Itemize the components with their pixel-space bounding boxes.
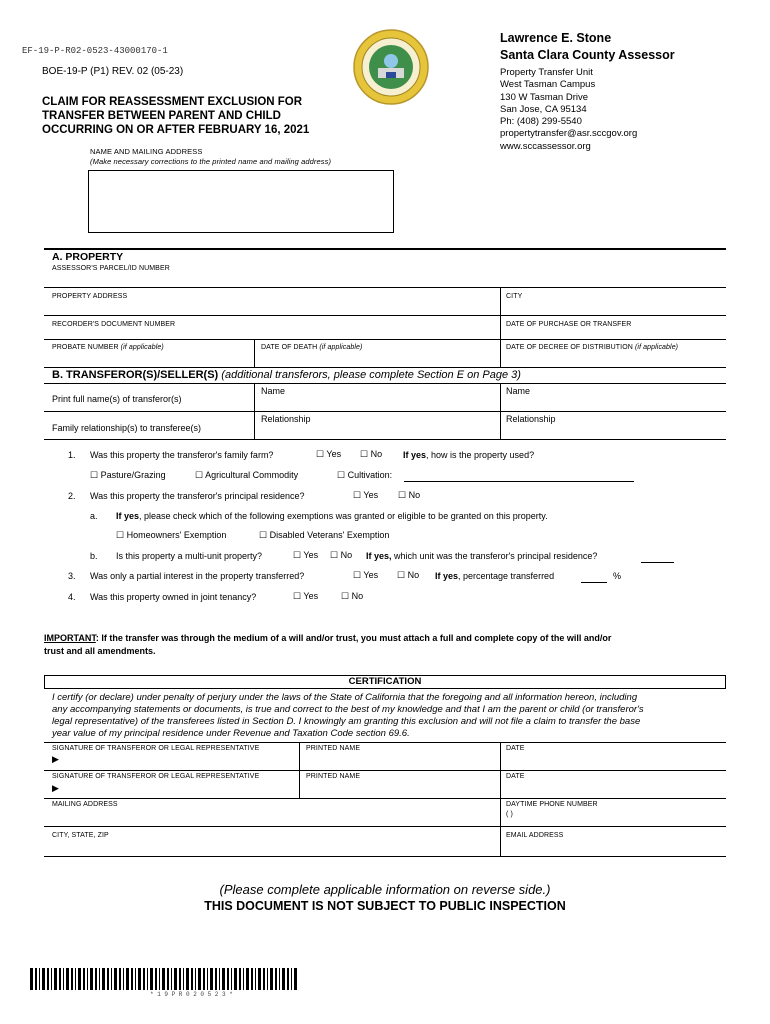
- barcode-bar: [191, 968, 193, 990]
- q1-ifyes: If yes, how is the property used?: [403, 450, 535, 460]
- cert-line: legal representative) of the transferees listed in Section D. I knowingly am granting this exclusion and will not file a claim to transfer the base: [52, 716, 641, 727]
- q1-number: 1.: [68, 450, 76, 460]
- barcode-bar: [234, 968, 237, 990]
- date2-label: DATE: [506, 773, 525, 780]
- barcode-bar: [294, 968, 297, 990]
- city-label: CITY: [506, 293, 523, 300]
- barcode-text: * 1 9 P R 0 2 0 5 2 3 *: [150, 991, 233, 998]
- barcode-bar: [171, 968, 172, 990]
- homeowners-checkbox[interactable]: ☐ Homeowners' Exemption: [116, 530, 227, 540]
- barcode-bar: [87, 968, 88, 990]
- arrow-icon: ▶: [52, 754, 59, 764]
- mailing-note: (Make necessary corrections to the printed name and mailing address): [90, 157, 332, 166]
- barcode-bar: [267, 968, 268, 990]
- date-death-label: DATE OF DEATH (if applicable): [261, 344, 363, 351]
- barcode-bar: [246, 968, 249, 990]
- barcode-bar: [39, 968, 40, 990]
- barcode-bar: [231, 968, 232, 990]
- county-seal-icon: [352, 28, 430, 106]
- email-label: EMAIL ADDRESS: [506, 832, 564, 839]
- form-number: BOE-19-P (P1) REV. 02 (05-23): [42, 66, 184, 77]
- barcode-bar: [282, 968, 285, 990]
- relationship-label-1: Relationship: [261, 414, 311, 424]
- barcode-bar: [179, 968, 181, 990]
- q2b-number: b.: [90, 551, 98, 561]
- address-line: 130 W Tasman Drive: [500, 91, 588, 103]
- assessor-address: [500, 67, 637, 153]
- cert-line: I certify (or declare) under penalty of perjury under the laws of the State of California that the foregoing and all information hereon, including: [52, 692, 638, 703]
- barcode-bar: [227, 968, 229, 990]
- phone-label: DAYTIME PHONE NUMBER: [506, 801, 598, 808]
- date-decree-label: DATE OF DECREE OF DISTRIBUTION (if applicable): [506, 344, 679, 351]
- q1-yes-checkbox[interactable]: ☐ Yes: [316, 449, 342, 459]
- form-id: EF-19-P-R02-0523-43000170-1: [22, 46, 168, 56]
- q1-text: Was this property the transferor's family farm?: [90, 450, 274, 460]
- barcode-bar: [162, 968, 165, 990]
- title-line: CLAIM FOR REASSESSMENT EXCLUSION FOR: [42, 96, 303, 108]
- family-rel-label: Family relationship(s) to transferee(s): [52, 423, 202, 433]
- barcode-bar: [219, 968, 220, 990]
- address-line: Property Transfer Unit: [500, 67, 593, 78]
- assessor-name: Lawrence E. Stone: [500, 31, 612, 45]
- barcode-bar: [35, 968, 37, 990]
- printed2-label: PRINTED NAME: [306, 773, 361, 780]
- q2b-text: Is this property a multi-unit property?: [116, 551, 263, 561]
- barcode-bar: [186, 968, 189, 990]
- unit-field[interactable]: [641, 553, 674, 563]
- barcode-bar: [279, 968, 280, 990]
- barcode-bar: [167, 968, 169, 990]
- apn-label: ASSESSOR'S PARCEL/ID NUMBER: [52, 265, 170, 272]
- barcode-bar: [71, 968, 73, 990]
- q4-text: Was this property owned in joint tenancy?: [90, 592, 257, 602]
- cert-line: year value of my principal residence under Revenue and Taxation Code section 69.6.: [52, 728, 410, 739]
- q2a-text: If yes, please check which of the following exemptions was granted or eligible to be granted on this property.: [116, 511, 548, 521]
- sig2-label: SIGNATURE OF TRANSFEROR OR LEGAL REPRESENTATIVE: [52, 773, 260, 780]
- address-line: Ph: (408) 299-5540: [500, 116, 582, 128]
- percent-sign: %: [613, 571, 622, 581]
- certification-header: [44, 675, 726, 689]
- barcode-bar: [291, 968, 292, 990]
- q2-no-checkbox[interactable]: ☐ No: [398, 490, 421, 500]
- percentage-field[interactable]: [581, 573, 607, 583]
- q3-yes-checkbox[interactable]: ☐ Yes: [353, 570, 379, 580]
- barcode-bar: [150, 968, 153, 990]
- name-label-1: Name: [261, 386, 286, 396]
- certification-text: [52, 692, 722, 740]
- barcode-bar: [83, 968, 85, 990]
- barcode-bar: [63, 968, 64, 990]
- cultivation-checkbox[interactable]: ☐ Cultivation:: [337, 470, 393, 480]
- mailing-address-box[interactable]: [88, 170, 394, 233]
- sig1-label: SIGNATURE OF TRANSFEROR OR LEGAL REPRESENTATIVE: [52, 745, 260, 752]
- barcode-bar: [287, 968, 289, 990]
- barcode-bar: [251, 968, 253, 990]
- barcode-bar: [131, 968, 133, 990]
- name-label-2: Name: [506, 386, 531, 396]
- barcode-bar: [123, 968, 124, 990]
- barcode-bar: [255, 968, 256, 990]
- barcode-bar: [30, 968, 33, 990]
- barcode-bar: [207, 968, 208, 990]
- date-purchase-label: DATE OF PURCHASE OR TRANSFER: [506, 321, 632, 328]
- date1-label: DATE: [506, 745, 525, 752]
- title-line: OCCURRING ON OR AFTER FEBRUARY 16, 2021: [42, 124, 310, 136]
- barcode-bar: [95, 968, 97, 990]
- footer-notice: THIS DOCUMENT IS NOT SUBJECT TO PUBLIC INSPECTION: [204, 899, 566, 913]
- address-line: San Jose, CA 95134: [500, 103, 587, 115]
- barcode-icon: [30, 968, 300, 992]
- barcode-bar: [66, 968, 69, 990]
- phone-paren: ( ): [506, 811, 513, 818]
- q2b-ifyes: If yes, which unit was the transferor's principal residence?: [366, 551, 598, 561]
- barcode-bar: [183, 968, 184, 990]
- relationship-label-2: Relationship: [506, 414, 556, 424]
- barcode-bar: [258, 968, 261, 990]
- q3-no-checkbox[interactable]: ☐ No: [397, 570, 420, 580]
- barcode-bar: [198, 968, 201, 990]
- barcode-bar: [90, 968, 93, 990]
- address-line: West Tasman Campus: [500, 79, 596, 91]
- q2-number: 2.: [68, 491, 76, 501]
- barcode-bar: [143, 968, 145, 990]
- barcode-bar: [210, 968, 213, 990]
- barcode-bar: [111, 968, 112, 990]
- veterans-checkbox[interactable]: ☐ Disabled Veterans' Exemption: [259, 530, 390, 540]
- q3-number: 3.: [68, 571, 76, 581]
- cert-line: any accompanying statements or documents, is true and correct to the best of my knowledge and that I am the parent or child (or transferor's: [52, 704, 644, 715]
- probate-label: PROBATE NUMBER (if applicable): [52, 344, 164, 351]
- barcode-bar: [203, 968, 205, 990]
- barcode-bar: [159, 968, 160, 990]
- barcode-bar: [239, 968, 241, 990]
- barcode-bar: [42, 968, 45, 990]
- q2-yes-checkbox[interactable]: ☐ Yes: [353, 490, 379, 500]
- barcode-bar: [215, 968, 217, 990]
- q4-no-checkbox[interactable]: ☐ No: [341, 591, 364, 601]
- cultivation-field[interactable]: [404, 472, 634, 482]
- mailing-label: NAME AND MAILING ADDRESS: [90, 147, 203, 156]
- q4-number: 4.: [68, 592, 76, 602]
- barcode-bar: [114, 968, 117, 990]
- barcode-bar: [59, 968, 61, 990]
- agri-checkbox[interactable]: ☐ Agricultural Commodity: [195, 470, 299, 480]
- recorder-doc-label: RECORDER'S DOCUMENT NUMBER: [52, 321, 176, 328]
- print-names-label: Print full name(s) of transferor(s): [52, 394, 182, 404]
- q3-ifyes: If yes, percentage transferred: [435, 571, 555, 581]
- property-address-label: PROPERTY ADDRESS: [52, 293, 128, 300]
- certification-title: CERTIFICATION: [348, 676, 422, 687]
- barcode-bar: [47, 968, 49, 990]
- website-link[interactable]: www.sccassessor.org: [500, 140, 591, 152]
- important-note: IMPORTANT: If the transfer was through the medium of a will and/or trust, you must attach a full and complete copy of the will and/or trust and all amendments.: [44, 633, 612, 656]
- barcode-bar: [138, 968, 141, 990]
- barcode-bar: [119, 968, 121, 990]
- email-link[interactable]: propertytransfer@asr.sccgov.org: [500, 128, 638, 140]
- barcode-bar: [155, 968, 157, 990]
- barcode-bar: [102, 968, 105, 990]
- barcode-bar: [147, 968, 148, 990]
- barcode-bar: [243, 968, 244, 990]
- printed1-label: PRINTED NAME: [306, 745, 361, 752]
- barcode-bar: [135, 968, 136, 990]
- barcode-bar: [222, 968, 225, 990]
- q2a-number: a.: [90, 511, 98, 521]
- section-a-title: A. PROPERTY: [52, 251, 124, 263]
- form-title: [42, 95, 309, 137]
- footer-note: (Please complete applicable information on reverse side.): [219, 882, 551, 897]
- q2-text: Was this property the transferor's principal residence?: [90, 491, 305, 501]
- barcode-bar: [275, 968, 277, 990]
- barcode-bar: [54, 968, 57, 990]
- mailing-address-label: MAILING ADDRESS: [52, 801, 118, 808]
- barcode-bar: [195, 968, 196, 990]
- barcode-bar: [75, 968, 76, 990]
- barcode-bar: [270, 968, 273, 990]
- barcode-bar: [107, 968, 109, 990]
- citystatezip-label: CITY, STATE, ZIP: [52, 832, 109, 839]
- title-line: TRANSFER BETWEEN PARENT AND CHILD: [42, 110, 281, 122]
- barcode-bar: [51, 968, 52, 990]
- barcode-bar: [174, 968, 177, 990]
- barcode-bar: [99, 968, 100, 990]
- barcode-bar: [263, 968, 265, 990]
- q2b-yes-checkbox[interactable]: ☐ Yes: [293, 550, 319, 560]
- q2b-no-checkbox[interactable]: ☐ No: [330, 550, 353, 560]
- barcode-bar: [78, 968, 81, 990]
- pasture-checkbox[interactable]: ☐ Pasture/Grazing: [90, 470, 166, 480]
- assessor-title: Santa Clara County Assessor: [500, 48, 675, 62]
- q3-text: Was only a partial interest in the property transferred?: [90, 571, 305, 581]
- section-b-title: B. TRANSFEROR(S)/SELLER(S) (additional transferors, please complete Section E on Page 3): [52, 369, 521, 381]
- barcode-bar: [126, 968, 129, 990]
- q1-no-checkbox[interactable]: ☐ No: [360, 449, 383, 459]
- arrow-icon: ▶: [52, 783, 59, 793]
- q4-yes-checkbox[interactable]: ☐ Yes: [293, 591, 319, 601]
